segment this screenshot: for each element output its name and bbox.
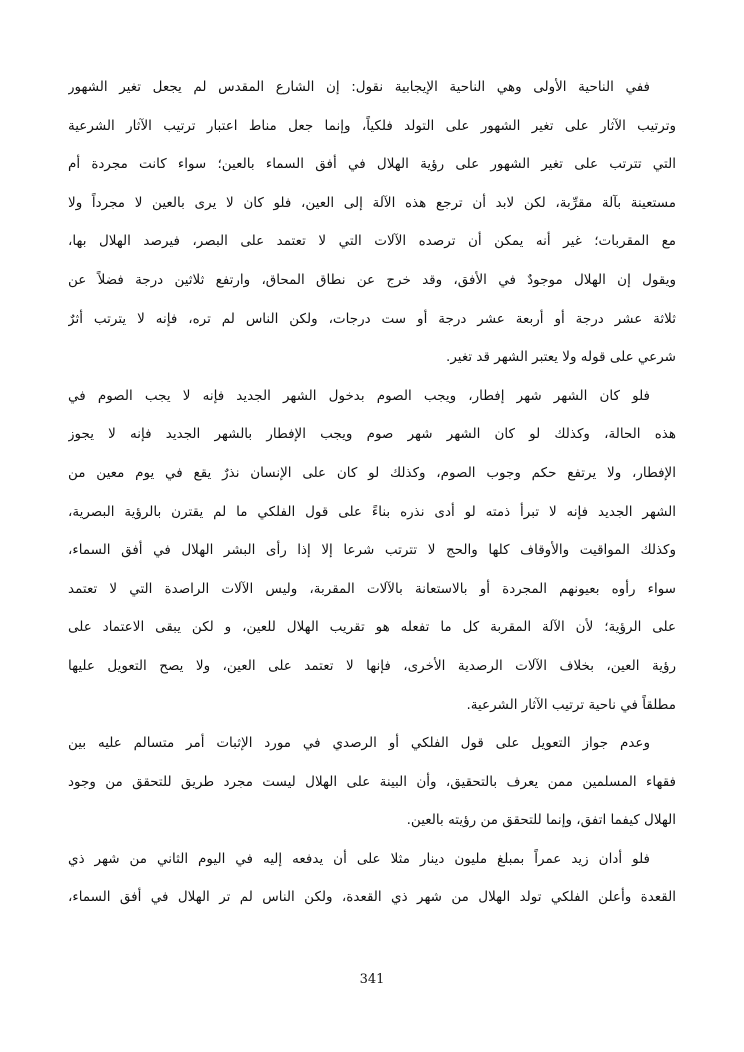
paragraph-3	[68, 724, 676, 840]
paragraph-4	[68, 840, 676, 917]
text-line: مستعينة بآلة مقرِّبة، لكن لابد أن ترجع هذه الآلة إلى العين، فلو كان لا يرى بالعين لا مجرداً ولا	[68, 194, 676, 211]
text-line: التي تترتب على تغير الشهور على رؤية الهلال في أفق السماء بالعين؛ سواء كانت مجردة أم	[68, 156, 676, 173]
text-line: الهلال كيفما اتفق، وإنما للتحقق من رؤيته بالعين.	[406, 812, 676, 829]
page-body	[68, 68, 676, 917]
text-line: هذه الحالة، وكذلك لو كان الشهر شهر صوم ويجب الإفطار بالشهر الجديد فإنه لا يجوز	[68, 426, 676, 443]
text-line: سواء رأوه بعيونهم المجردة أو بالاستعانة بالآلات المقربة، وليس الآلات الراصدة التي لا تعتمد	[68, 580, 676, 597]
text-line: الشهر الجديد فإنه لا تبرأ ذمته لو أدى نذره بناءً على قول الفلكي ما لم يقترن بالرؤية البصرية،	[68, 503, 676, 520]
text-line: على الرؤية؛ لأن الآلة المقربة كل ما تفعله هو تقريب الهلال للعين، و لكن يبقى الاعتماد على	[68, 619, 676, 636]
text-line: وكذلك المواقيت والأوقاف كلها والحج لا تترتب شرعا إلا إذا رأى البشر الهلال في أفق السماء،	[68, 542, 676, 559]
text-line: فلو كان الشهر شهر إفطار، ويجب الصوم بدخول الشهر الجديد فإنه لا يجب الصوم في	[68, 387, 650, 404]
text-line: ثلاثة عشر درجة أو أربعة عشر درجة أو ست درجات، ولكن الناس لم تره، فإنه لا يترتب أثرٌ	[68, 310, 676, 327]
text-line: الإفطار، ولا يرتفع حكم وجوب الصوم، وكذلك لو كان على الإنسان نذرٌ يقع في يوم معين من	[68, 464, 676, 481]
text-line: مطلقاً في ناحية ترتيب الآثار الشرعية.	[466, 696, 676, 713]
page-number: 341	[359, 972, 385, 987]
text-line: وعدم جواز التعويل على قول الفلكي أو الرصدي في مورد الإثبات أمر متسالم عليه بين	[68, 735, 650, 752]
text-line: ويقول إن الهلال موجودٌ في الأفق، وقد خرج عن نطاق المحاق، وارتفع ثلاثين درجة فضلاً عن	[68, 271, 676, 288]
text-line: رؤية العين، بخلاف الآلات الرصدية الأخرى، فإنها لا تعتمد على العين، ولا يصح التعويل عليها	[68, 657, 676, 674]
paragraph-1	[68, 68, 676, 377]
paragraph-2	[68, 377, 676, 724]
text-line: وترتيب الآثار على تغير الشهور على التولد فلكياً، وإنما جعل مناط اعتبار ترتيب الآثار الشرعية	[68, 117, 676, 134]
text-line: فلو أدان زيد عمراً بمبلغ مليون دينار مثلا على أن يدفعه إليه في اليوم الثاني من شهر ذي	[68, 850, 650, 867]
text-line: ففي الناحية الأولى وهي الناحية الإيجابية نقول: إن الشارع المقدس لم يجعل تغير الشهور	[68, 79, 650, 95]
text-line: فقهاء المسلمين ممن يعرف بالتحقيق، وأن البينة على الهلال ليست مجرد طريق للتحقق من وجود	[68, 773, 676, 790]
text-line: القعدة وأعلن الفلكي تولد الهلال من شهر ذي القعدة، ولكن الناس لم تر الهلال في أفق السماء،	[68, 889, 676, 906]
text-line: مع المقربات؛ غير أنه يمكن أن ترصده الآلات التي لا تعتمد على البصر، فيرصد الهلال بها،	[68, 233, 676, 250]
text-line: شرعي على قوله ولا يعتبر الشهر قد تغير.	[446, 349, 676, 366]
